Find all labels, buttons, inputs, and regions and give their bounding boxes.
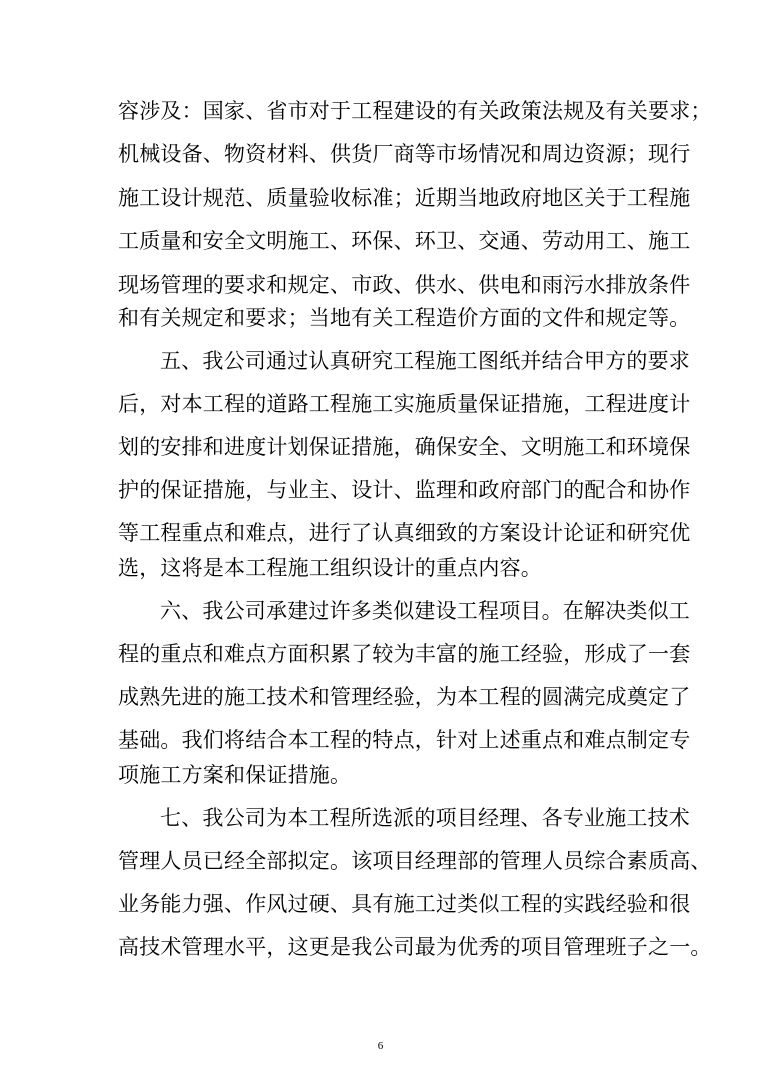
paragraph-2-line-5: 等工程重点和难点，进行了认真细致的方案设计论证和研究优 <box>118 521 691 545</box>
paragraph-1-line-3: 施工设计规范、质量验收标准；近期当地政府地区关于工程施 <box>118 186 691 210</box>
paragraph-2-line-1: 五、我公司通过认真研究工程施工图纸并结合甲方的要求 <box>160 349 690 373</box>
paragraph-1-line-1: 容涉及：国家、省市对于工程建设的有关政策法规及有关要求； <box>118 99 712 123</box>
paragraph-2-line-4: 护的保证措施，与业主、设计、监理和政府部门的配合和协作 <box>118 478 691 502</box>
paragraph-3-line-2: 程的重点和难点方面积累了较为丰富的施工经验，形成了一套 <box>118 642 691 666</box>
paragraph-3-line-3: 成熟先进的施工技术和管理经验，为本工程的圆满完成奠定了 <box>118 685 691 709</box>
paragraph-2-line-2: 后，对本工程的道路工程施工实施质量保证措施，工程进度计 <box>118 392 691 416</box>
paragraph-2-line-3: 划的安排和进度计划保证措施，确保安全、文明施工和环境保 <box>118 435 691 459</box>
paragraph-4-line-3: 业务能力强、作风过硬、具有施工过类似工程的实践经验和很 <box>118 892 691 916</box>
paragraph-2-line-6: 选，这将是本工程施工组织设计的重点内容。 <box>118 556 542 580</box>
paragraph-1-line-4: 工质量和安全文明施工、环保、环卫、交通、劳动用工、施工 <box>118 229 691 253</box>
page-number: 6 <box>377 1040 384 1052</box>
paragraph-1-line-5: 现场管理的要求和规定、市政、供水、供电和雨污水排放条件 <box>118 273 691 297</box>
paragraph-3-line-4: 基础。我们将结合本工程的特点，针对上述重点和难点制定专 <box>118 728 691 752</box>
paragraph-4-line-4: 高技术管理水平，这更是我公司最为优秀的项目管理班子之一。 <box>118 935 712 959</box>
paragraph-4-line-2: 管理人员已经全部拟定。该项目经理部的管理人员综合素质高、 <box>118 849 712 873</box>
paragraph-1-line-2: 机械设备、物资材料、供货厂商等市场情况和周边资源；现行 <box>118 142 691 166</box>
paragraph-4-line-1: 七、我公司为本工程所选派的项目经理、各专业施工技术 <box>160 806 690 830</box>
paragraph-3-line-5: 项施工方案和保证措施。 <box>118 763 352 787</box>
paragraph-3-line-1: 六、我公司承建过许多类似建设工程项目。在解决类似工 <box>160 599 690 623</box>
paragraph-1-line-6: 和有关规定和要求；当地有关工程造价方面的文件和规定等。 <box>118 306 691 330</box>
